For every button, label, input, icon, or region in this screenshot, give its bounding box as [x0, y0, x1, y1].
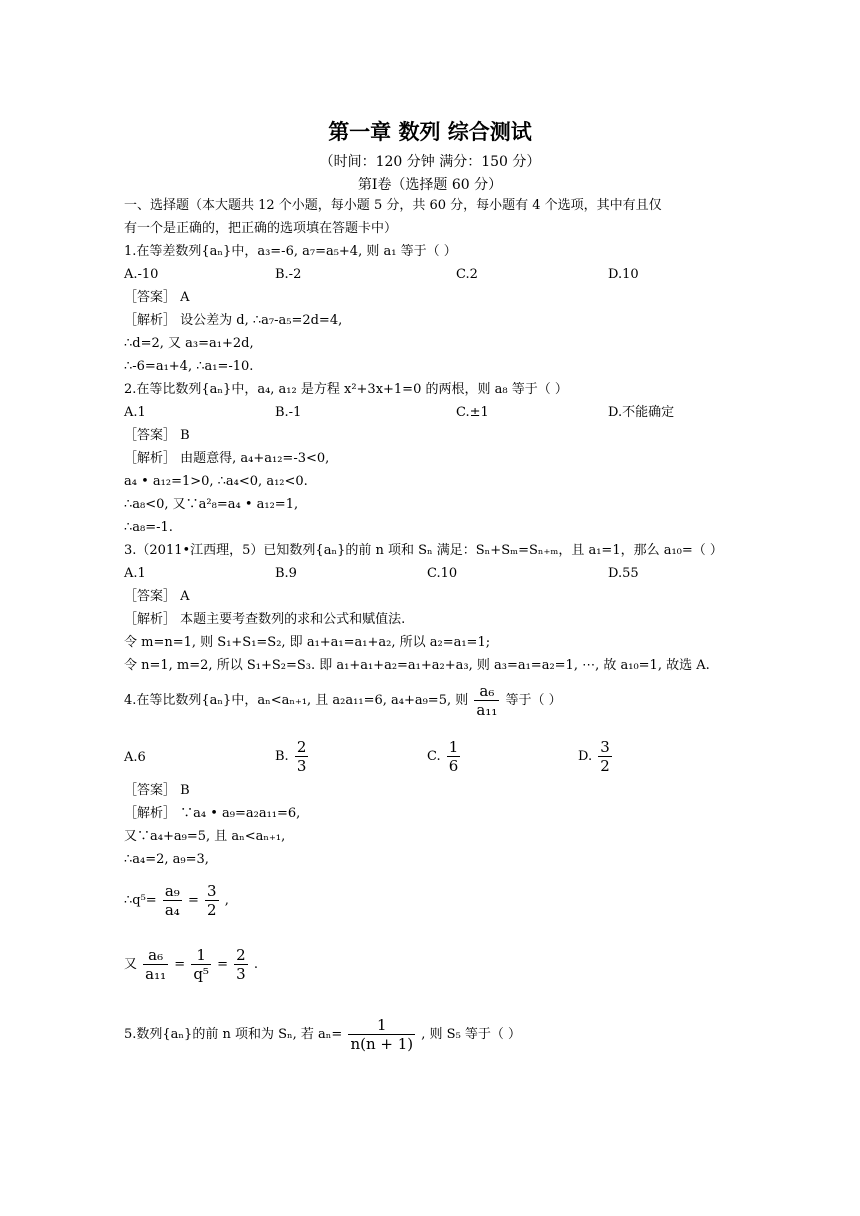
- q3-option-c: C.10: [427, 566, 458, 581]
- q3-option-a: A.1: [124, 566, 146, 581]
- q4-stem-frac-den: a₁₁: [476, 701, 498, 719]
- q4-eq1-pre: ∴q⁵=: [124, 893, 157, 908]
- q4-eq2-eq: =: [174, 957, 186, 972]
- intro-line-1: 一、选择题（本大题共 12 个小题，每小题 5 分，共 60 分，每小题有 4 个选项，其中有且仅: [124, 198, 662, 213]
- page-title: 第一章 数列 综合测试: [328, 120, 532, 144]
- q4-eq1-result-fraction: [205, 882, 219, 919]
- q3-option-d: D.55: [608, 566, 639, 581]
- q4-option-d-num: 3: [600, 738, 610, 756]
- q4-stem-fraction: [474, 682, 499, 719]
- q2-analysis-3: ∴a₈<0, 又∵a²₈=a₄ • a₁₂=1,: [124, 497, 299, 512]
- q4-eq1-num: a₉: [164, 882, 180, 900]
- q2-option-b: B.-1: [275, 405, 302, 420]
- q1-analysis-2: ∴d=2, 又 a₃=a₁+2d,: [124, 336, 254, 351]
- q5-frac-num: 1: [377, 1016, 387, 1034]
- q4-option-c-num: 1: [448, 738, 459, 756]
- q1-option-b: B.-2: [275, 267, 302, 282]
- q2-stem: 2.在等比数列{aₙ}中，a₄, a₁₂ 是方程 x²+3x+1=0 的两根，则 a₈ 等于（ ）: [124, 382, 568, 397]
- q1-answer: ［答案］ A: [124, 290, 190, 305]
- q4-eq2-pre: 又: [124, 957, 138, 972]
- q4-option-b-fraction: [295, 738, 309, 775]
- intro-line-2: 有一个是正确的，把正确的选项填在答题卡中）: [124, 221, 398, 236]
- q4-option-b: [275, 738, 310, 775]
- q5-fraction: [348, 1016, 415, 1053]
- q4-equation-2: [124, 946, 258, 983]
- q1-analysis-1: ［解析］ 设公差为 d, ∴a₇-a₅=2d=4,: [124, 313, 343, 328]
- q2-option-d: D.不能确定: [608, 405, 675, 420]
- q2-option-a: A.1: [124, 405, 146, 420]
- q4-option-c-label: C.: [427, 749, 441, 764]
- q2-option-c: C.±1: [456, 405, 489, 420]
- q4-option-b-den: 3: [296, 757, 307, 775]
- q4-stem-post: 等于（ ）: [505, 693, 562, 708]
- q3-analysis-3: 令 n=1, m=2, 所以 S₁+S₂=S₃. 即 a₁+a₁+a₂=a₁+a₂+a₃, 则 a₃=a₁=a₂=1, ⋯, 故 a₁₀=1, 故选 A.: [124, 658, 710, 673]
- q5-stem-post: , 则 S₅ 等于（ ）: [421, 1027, 522, 1042]
- q4-eq1-eq: =: [187, 893, 199, 908]
- q4-option-d-label: D.: [578, 749, 593, 764]
- q4-option-b-num: 2: [296, 738, 307, 756]
- q4-eq2-rnum: 2: [236, 946, 246, 964]
- q4-eq2-mden: q⁵: [193, 965, 209, 983]
- q4-eq1-post: ,: [224, 893, 229, 908]
- q2-analysis-2: a₄ • a₁₂=1>0, ∴a₄<0, a₁₂<0.: [124, 474, 308, 489]
- q4-option-d-den: 2: [600, 757, 610, 775]
- q5-stem: [124, 1016, 521, 1053]
- q3-stem: 3.（2011•江西理，5）已知数列{aₙ}的前 n 项和 Sₙ 满足：Sₙ+Sₘ=Sₙ₊ₘ，且 a₁=1，那么 a₁₀=（ ）: [124, 543, 723, 558]
- q4-option-d-fraction: [598, 738, 612, 775]
- q2-answer: ［答案］ B: [124, 428, 190, 443]
- q4-eq2-mnum: 1: [196, 946, 206, 964]
- q4-eq2-rden: 3: [236, 965, 246, 983]
- section-heading: 第Ⅰ卷（选择题 60 分）: [357, 177, 503, 193]
- q4-analysis-3: ∴a₄=2, a₉=3,: [124, 852, 209, 867]
- q4-stem: [124, 682, 562, 719]
- exam-time-score: （时间：120 分钟 满分：150 分）: [319, 154, 541, 170]
- q3-analysis-1: ［解析］ 本题主要考查数列的求和公式和赋值法.: [124, 612, 406, 627]
- q4-eq1-fraction: [163, 882, 182, 919]
- q4-option-c-den: 6: [448, 757, 459, 775]
- q5-stem-pre: 5.数列{aₙ}的前 n 项和为 Sₙ, 若 aₙ=: [124, 1027, 343, 1042]
- q4-option-b-label: B.: [275, 749, 289, 764]
- q1-stem: 1.在等差数列{aₙ}中，a₃=-6, a₇=a₅+4, 则 a₁ 等于（ ）: [124, 244, 457, 259]
- q1-option-d: D.10: [608, 267, 639, 282]
- q4-option-c: [427, 738, 462, 775]
- q5-frac-den: n(n + 1): [350, 1035, 414, 1053]
- q4-option-a: A.6: [124, 750, 146, 765]
- q3-option-b: B.9: [275, 566, 297, 581]
- q3-answer: ［答案］ A: [124, 589, 190, 604]
- q4-eq2-num: a₆: [148, 946, 164, 964]
- q4-eq1-den: a₄: [164, 901, 180, 919]
- q1-option-a: A.-10: [124, 267, 159, 282]
- q4-analysis-2: 又∵a₄+a₉=5, 且 aₙ<aₙ₊₁,: [124, 829, 286, 844]
- q4-eq1-rnum: 3: [207, 882, 217, 900]
- q4-eq1-rden: 2: [207, 901, 217, 919]
- q1-option-c: C.2: [456, 267, 478, 282]
- q2-analysis-1: ［解析］ 由题意得, a₄+a₁₂=-3<0,: [124, 451, 330, 466]
- q4-eq2-result-fraction: [234, 946, 248, 983]
- q4-equation-1: [124, 882, 229, 919]
- q4-eq2-mid-fraction: [191, 946, 211, 983]
- q4-option-d: [578, 738, 614, 775]
- q4-eq2-fraction: [143, 946, 168, 983]
- q1-analysis-3: ∴-6=a₁+4, ∴a₁=-10.: [124, 359, 254, 374]
- q2-analysis-4: ∴a₈=-1.: [124, 520, 173, 535]
- q4-answer: ［答案］ B: [124, 783, 190, 798]
- q3-analysis-2: 令 m=n=1, 则 S₁+S₁=S₂, 即 a₁+a₁=a₁+a₂, 所以 a₂=a₁=1;: [124, 635, 491, 650]
- q4-stem-pre: 4.在等比数列{aₙ}中，aₙ<aₙ₊₁, 且 a₂a₁₁=6, a₄+a₉=5, 则: [124, 693, 469, 708]
- q4-eq2-den: a₁₁: [145, 965, 167, 983]
- q4-eq2-post: .: [253, 957, 258, 972]
- q4-option-c-fraction: [447, 738, 461, 775]
- q4-stem-frac-num: a₆: [479, 682, 495, 700]
- q4-analysis-1: ［解析］ ∵a₄ • a₉=a₂a₁₁=6,: [124, 806, 301, 821]
- q4-eq2-eq2: =: [217, 957, 228, 972]
